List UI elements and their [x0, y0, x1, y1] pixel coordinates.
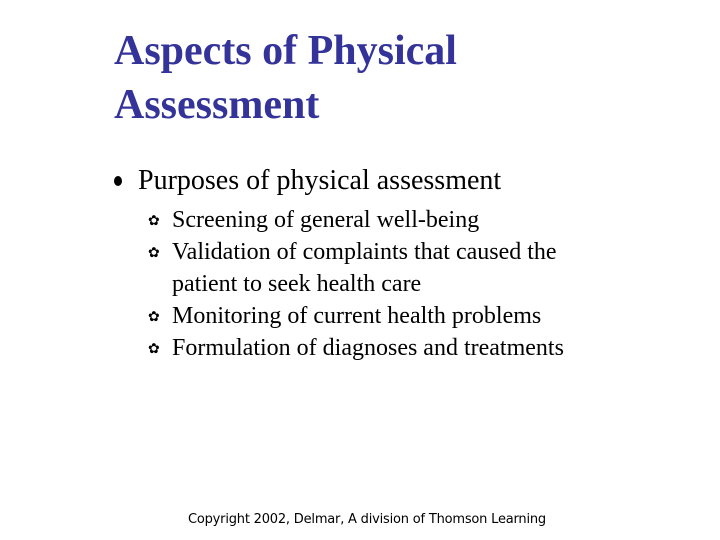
copyright-footer: Copyright 2002, Delmar, A division of Thomson Learning — [188, 512, 546, 527]
sub-bullet-item — [148, 236, 568, 300]
sub-bullet-text: Validation of complaints that caused the patient to seek health care — [172, 239, 557, 297]
sub-bullet-text: Screening of general well-being — [172, 207, 480, 233]
main-bullet-text: Purposes of physical assessment — [138, 165, 502, 196]
sub-bullet-text: Monitoring of current health problems — [172, 303, 542, 329]
flower-bullet-icon: ✿ — [148, 341, 160, 357]
main-bullet — [114, 164, 501, 198]
flower-bullet-icon: ✿ — [148, 245, 160, 261]
sub-bullet-item — [148, 204, 568, 236]
sub-bullet-list — [148, 204, 568, 364]
flower-bullet-icon: ✿ — [148, 309, 160, 325]
sub-bullet-item — [148, 300, 568, 332]
slide-title-line-1: Aspects of Physical — [114, 28, 457, 74]
filled-circle-bullet-icon — [114, 176, 122, 186]
slide-title-line-2: Assessment — [114, 82, 320, 128]
flower-bullet-icon: ✿ — [148, 213, 160, 229]
sub-bullet-item — [148, 332, 568, 364]
slide-title — [114, 24, 674, 132]
sub-bullet-text: Formulation of diagnoses and treatments — [172, 335, 564, 361]
